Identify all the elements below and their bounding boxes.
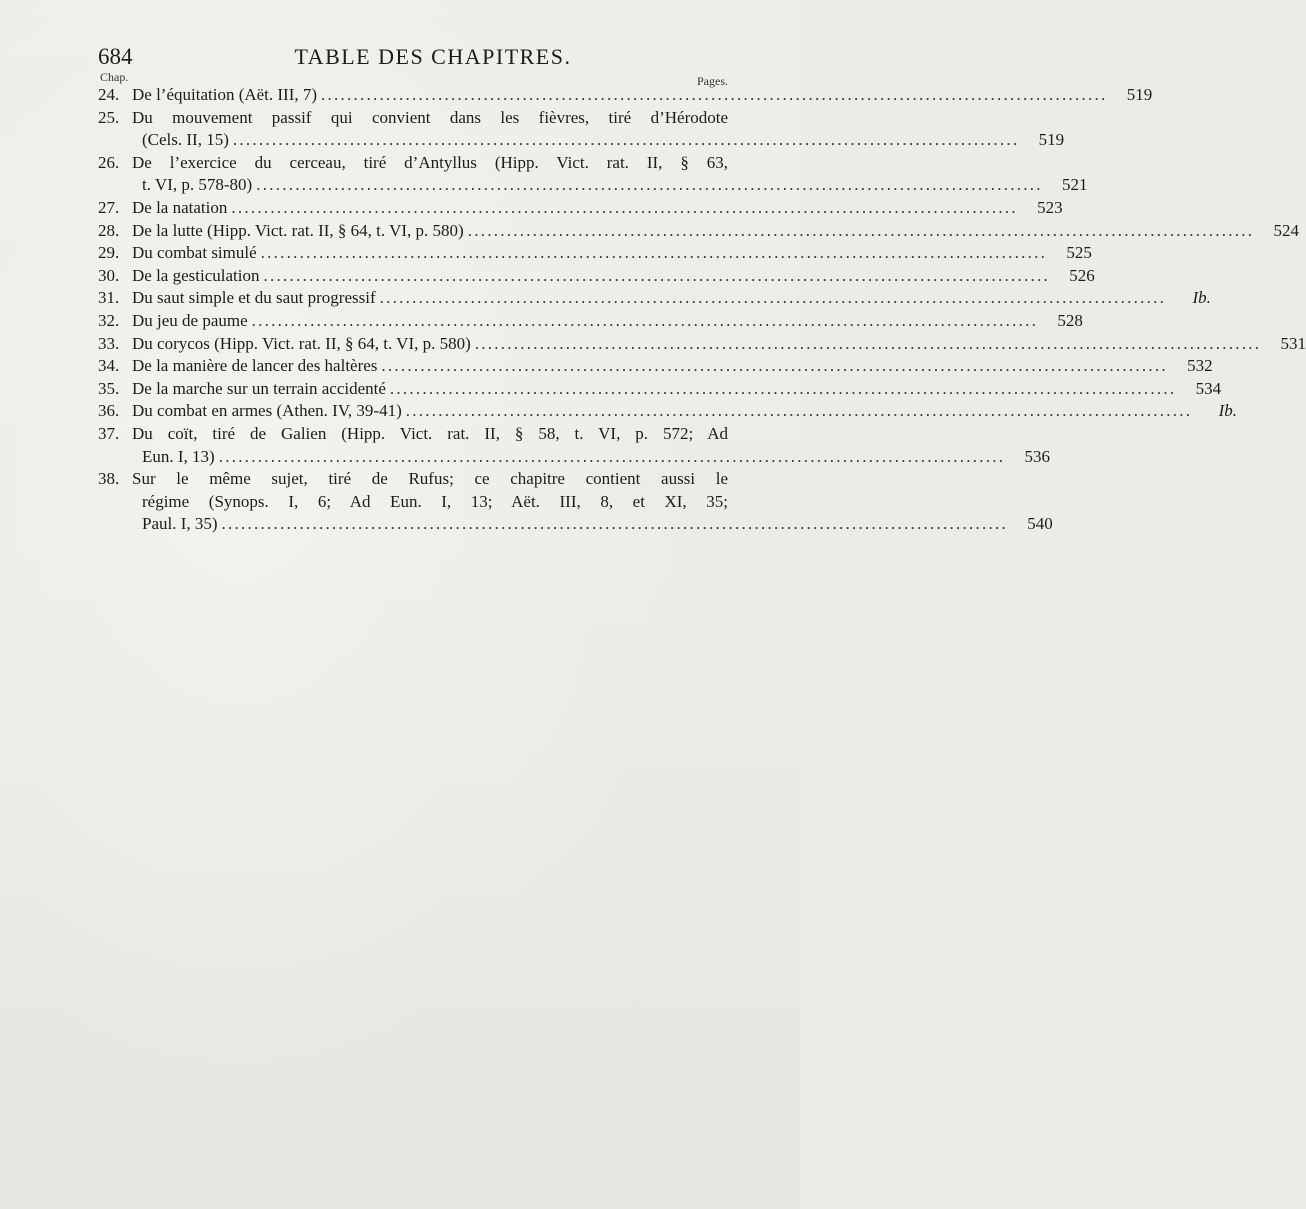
chapter-title: Du combat simulé [132,243,257,263]
toc-entry-30 [98,265,1095,288]
chapter-title: De la natation [132,197,228,217]
dot-leader [468,220,1251,243]
toc-entry-38 [98,468,1053,536]
dot-leader [261,242,1044,265]
chapter-title: De la marche sur un terrain accidenté [132,378,386,398]
chapter-column-label: Chap. [100,70,129,84]
page-ref: Ib. [1218,401,1237,421]
page-ref: 532 [1187,356,1213,376]
dot-leader [222,513,1005,536]
chapter-title-line-1: Sur le même sujet, tiré de Rufus; ce chapitre contient aussi le [132,469,728,489]
dot-leader [252,310,1035,333]
chapter-title: Du combat en armes (Athen. IV, 39-41) [132,401,402,421]
page-ref: 519 [1126,85,1153,104]
toc-entry-36 [98,400,1237,423]
running-title: TABLE DES CHAPITRES. [294,44,572,69]
toc-entry-29 [98,242,1092,265]
toc-entry-28 [98,220,1299,243]
chapter-title: Du corycos (Hipp. Vict. rat. II, § 64, t. VI, p. 580) [132,333,471,353]
toc-entry-32 [98,310,1083,333]
table-of-contents [98,84,1306,536]
dot-leader [390,378,1173,401]
toc-entry-25 [98,107,1065,152]
chapter-number: 33. [98,333,120,353]
dot-leader [406,400,1189,423]
chapter-title: Du saut simple et du saut progressif [132,288,376,308]
chapter-number: 25. [98,107,120,127]
page-number: 684 [98,44,133,69]
chapter-number: 28. [98,220,120,240]
page-ref: Ib. [1192,288,1211,308]
chapter-number: 31. [98,288,120,308]
chapter-title-line-2: (Cels. II, 15) [142,130,229,150]
dot-leader [231,197,1014,220]
chapter-number: 35. [98,378,120,398]
toc-entry-34 [98,355,1213,378]
page-ref: 540 [1027,514,1053,534]
dot-leader [233,129,1016,152]
chapter-title-line-2: Eun. I, 13) [142,446,215,466]
pages-column-label: Pages. [697,74,728,88]
chapter-number: 24. [98,85,120,104]
chapter-title-line-1: De l’exercice du cerceau, tiré d’Antyllus (Hipp. Vict. rat. II, § 63, [132,152,728,172]
page-ref: 526 [1069,265,1095,285]
page-ref: 534 [1195,378,1222,398]
toc-entry-27 [98,197,1063,220]
chapter-title: De la lutte (Hipp. Vict. rat. II, § 64, t. VI, p. 580) [132,220,464,240]
dot-leader [256,174,1039,197]
chapter-number: 30. [98,265,120,285]
chapter-title: De la manière de lancer des haltères [132,356,378,376]
toc-entry-26 [98,152,1088,197]
chapter-number: 27. [98,197,120,217]
toc-entry-24 [98,84,1153,107]
dot-leader [380,287,1163,310]
chapter-number: 38. [98,469,120,489]
page-ref: 523 [1037,197,1063,217]
chapter-title: Du jeu de paume [132,310,248,330]
page-ref: 525 [1066,243,1092,263]
toc-entry-35 [98,378,1222,401]
chapter-title-line-1: Du mouvement passif qui convient dans les fièvres, tiré d’Hérodote [132,107,728,127]
chapter-title-line-1: Du coït, tiré de Galien (Hipp. Vict. rat. II, § 58, t. VI, p. 572; Ad [132,423,728,443]
chapter-title-line-2: régime (Synops. I, 6; Ad Eun. I, 13; Aët. III, 8, et XI, 35; [142,491,728,511]
chapter-number: 26. [98,152,120,172]
chapter-number: 36. [98,401,120,421]
toc-entry-31 [98,287,1211,310]
chapter-title: De la gesticulation [132,265,260,285]
chapter-number: 37. [98,423,120,443]
page-ref: 524 [1273,220,1299,240]
dot-leader [321,84,1104,107]
chapter-number: 34. [98,356,120,376]
page-ref: 519 [1038,130,1065,150]
chapter-number: 32. [98,310,120,330]
page-ref: 528 [1057,310,1083,330]
dot-leader [381,355,1164,378]
page-ref: 531 [1280,333,1306,353]
dot-leader [475,333,1258,356]
page-ref: 521 [1061,175,1088,195]
toc-entry-33 [98,333,1306,356]
chapter-title-line-2: t. VI, p. 578-80) [142,175,253,195]
chapter-title: De l’équitation (Aët. III, 7) [132,85,318,104]
chapter-number: 29. [98,243,120,263]
toc-entry-37 [98,423,1050,468]
page-ref: 536 [1024,446,1050,466]
dot-leader [219,446,1002,469]
chapter-title-line-3: Paul. I, 35) [142,514,218,534]
dot-leader [263,265,1046,288]
